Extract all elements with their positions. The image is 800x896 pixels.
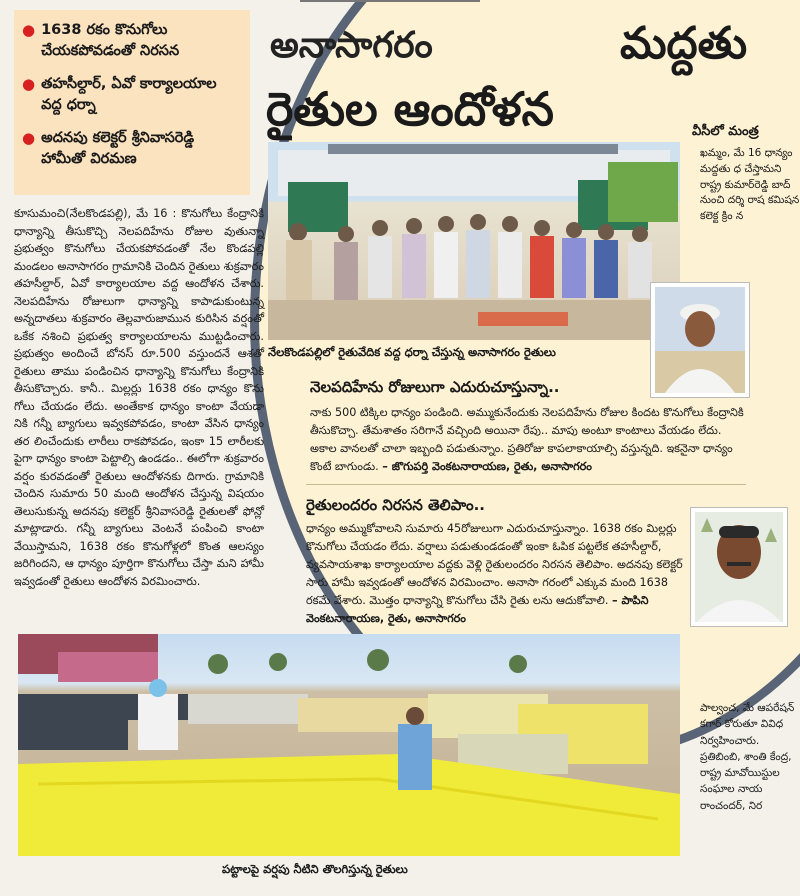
quote1-heading: నెలపదిహేను రోజులుగా ఎదురుచూస్తున్నా..	[310, 378, 560, 396]
headline-kicker: అనాసాగరం	[270, 24, 433, 66]
quote-divider	[306, 484, 746, 485]
dharna-photo	[268, 142, 680, 340]
bullet-icon: ●	[22, 21, 36, 39]
quote1-body: నాకు 500 టిక్కిల ధాన్యం పండింది. అమ్ముకునేందుకు నెలపదిహేను రోజుల కిందట కొనుగోలు కేంద్రానికి తీసుకొచ్చా. తేమశాతం సరిగానే వచ్చింది అయినా రేపు.. మాపు అంటూ కాంటాలు వేయడం లేదు. అకాల వానలతో చాలా ఇబ్బంది పడుతున్నాం. ప్రతిరోజు కాపలాకాయాల్సి వస్తున్నది. ఇకనైనా ధాన్యం కొంటే బాగుండు.	[310, 406, 744, 473]
quote2-heading: రైతులందరం నిరసన తెలిపాం..	[306, 496, 485, 514]
quote2-signature: – పాపిని వెంకటనారాయణ, రైతు, అనాసాగరం	[306, 593, 649, 625]
main-headline: రైతుల ఆందోళన	[266, 82, 554, 136]
highlight-item	[22, 20, 242, 62]
bullet-icon: ●	[22, 75, 36, 94]
side-story-headline: మద్దతు	[620, 18, 748, 69]
highlight-item	[22, 74, 242, 116]
top-rule	[300, 0, 480, 2]
highlight-item	[22, 128, 242, 170]
highlight-text: అదనపు కలెక్టర్ శ్రీనివాసరెడ్డి హామీతో విరమణ	[41, 130, 195, 168]
quote2-text	[306, 520, 686, 628]
quote1-signature: – జొగుపర్తి వెంకటనారాయణ, రైతు, అనాసాగరం	[382, 459, 592, 473]
side-story-subhead: వీసీలో మంత్ర	[692, 124, 759, 139]
highlights-box	[14, 10, 250, 195]
photo1-caption: నేలకొండపల్లిలో రైతువేదిక వద్ద ధర్నా చేస్తున్న అనాసాగరం రైతులు	[268, 345, 556, 359]
tarpaulin-photo	[18, 634, 680, 856]
quote2-body: ధాన్యం అమ్ముకోవాలని సుమారు 45రోజులుగా ఎదురుచూస్తున్నాం. 1638 రకం మిల్లర్లు కొనుగోలు చేయడం లేదు. వర్షాలు పడుతుండడంతో ఇంకా ఓపిక పట్టలేక తహసీల్దార్, వ్యవసాయశాఖ కార్యాలయాల వద్దకు వెళ్లి రైతులందరం నిరసన తెలిపాం. అదనపు కలెక్టర్ సారు హామీ ఇవ్వడంతో ఆందోళన విరమించాం. అనాసా గరంలో ఎక్కువ మంది 1638 రకమే వేశారు. మొత్తం ధాన్యాన్ని కొనుగోలు చేసి రైతు లను ఆదుకోవాలి.	[306, 522, 683, 607]
quote1-text	[310, 404, 750, 476]
farmer-portrait-1	[650, 282, 750, 398]
side-story-text: ఖమ్మం, మే 16 ధాన్యం మద్దతు ధ చేస్తామని రాష్ట్ర కుమార్‌రెడ్డి బాద్ నుంచి దర్శి రాష కమిషన కలెక్ట క్రిం న	[700, 147, 800, 222]
farmer-portrait-2	[690, 507, 788, 627]
highlight-text: తహసీల్దార్, ఏవో కార్యాలయాల వద్ద ధర్నా	[41, 76, 217, 114]
photo2-caption: పట్టాలపై వర్షపు నీటిని తొలగిస్తున్న రైతులు	[222, 862, 408, 876]
article-body: కూసుమంచి(నేలకొండపల్లి), మే 16 : కొనుగోలు కేంద్రానికి ధాన్యాన్ని తీసుకొచ్చి నెలపదిహేను రోజుల వుతున్నా ప్రభుత్వం కొనుగోలు చేయకపోవడంతో నేల కొండపల్లి మండలం అనాసాగరం గ్రామానికి చెందిన రైతులు శుక్రవారం తహసీల్దార్, ఏవో కార్యాలయాల వద్ద ఆందోళన చేశారు. నెలపదిహేను రోజులుగా ధాన్యాన్ని కాపాడుకుంటున్న అన్నదాతలు శుక్రవారం తెల్లవారుజామున కురిసిన వర్షంతో ఒకేక నశించి ప్రభుత్వ కార్యాలయాలను ముట్టడించారు. ప్రభుత్వం అందించే బోనస్ రూ.500 వస్తుందనే ఆశతో రైతులు తాము పండించిన ధాన్యాన్ని కొనుగోలు కేంద్రానికి తీసుకొచ్చారు. కానీ.. మిల్లర్లు 1638 రకం ధాన్యం కొను గోలు చేయడం లేదు. అంతేకాక ధాన్యం కాంటా వేయడా నికి గన్నీ బ్యాగులు ఇవ్వకపోవడం, కాంటా వేసిన ధాన్యం తర లించేందుకు లారీలు రాకపోవడం, ఇంకా 15 లారీలకు పైగా ధాన్యం కాంటా పెట్టాల్సి ఉండడం.. ఈలోగా శుక్రవారం వర్షం కురవడంతో రైతులు ఆందోళనకు దిగారు. గ్రామానికి చెందిన సుమారు 50 మంది ఆందోళన చేస్తున్న విషయం తెలుసుకున్న అదనపు కలెక్టర్ శ్రీనివాసరెడ్డి రైతులతో ఫోన్లో మాట్లాడారు. గన్నీ బ్యాగులు వెంటనే పంపించి కాంటా వేయిస్తామని, 1638 రకం కొనుగోళ్లలో కొంత ఆలస్యం జరిగిందని, ఆ ధాన్యం పూర్తిగా కొనుగోలు చేస్తా మని హామీ ఇవ్వడంతో రైతులు ఆందోళన విరమించారు.	[14, 207, 264, 588]
bullet-icon: ●	[22, 129, 36, 148]
side-story-2-text: పాల్వంచ, మే ఆపరేషన్ కగార్ కోరుతూ వివిధ నిర్వహించారు. ప్రతిబింబి, శాంతి కేంద్ర, రాష్ట్ర మావోయిస్టుల సంఘాల నాయ రాంచందర్, నిర	[700, 702, 795, 812]
highlight-text: 1638 రకం కొనుగోలు చేయకపోవడంతో నిరసన	[41, 22, 180, 60]
